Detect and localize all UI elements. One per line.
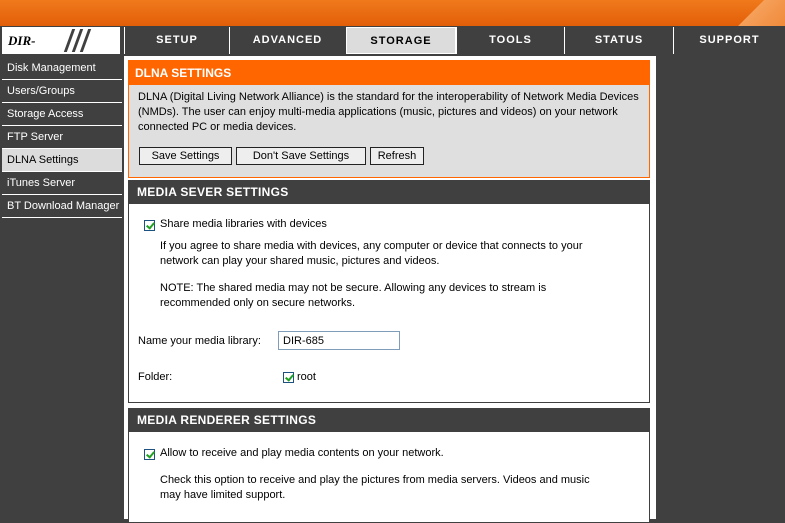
media-library-name-input[interactable] — [278, 331, 400, 350]
share-media-label: Share media libraries with devices — [160, 218, 327, 230]
media-server-title: MEDIA SEVER SETTINGS — [129, 181, 649, 204]
top-nav-bar — [0, 27, 785, 54]
media-renderer-section — [128, 408, 650, 523]
media-library-name-label: Name your media library: — [138, 335, 261, 347]
media-renderer-title: MEDIA RENDERER SETTINGS — [129, 409, 649, 432]
allow-media-checkbox[interactable] — [144, 449, 155, 460]
sidebar-item-bt-download-manager[interactable]: BT Download Manager — [2, 195, 122, 218]
top-banner — [0, 0, 785, 26]
refresh-button[interactable]: Refresh — [370, 147, 424, 165]
media-renderer-info: Check this option to receive and play the pictures from media servers. Videos and music may have limited support. — [160, 474, 590, 501]
dont-save-settings-button[interactable]: Don't Save Settings — [236, 147, 366, 165]
tab-tools[interactable]: TOOLS — [456, 27, 564, 54]
sidebar-item-storage-access[interactable]: Storage Access — [2, 103, 122, 126]
main-content — [124, 56, 656, 519]
dlna-settings-panel — [128, 60, 650, 178]
tab-advanced[interactable]: ADVANCED — [229, 27, 345, 54]
share-media-checkbox[interactable] — [144, 220, 155, 231]
sidebar-item-users-groups[interactable]: Users/Groups — [2, 80, 122, 103]
share-media-info: If you agree to share media with devices, any computer or device that connects to your network can play your shared music, pictures and videos. — [160, 240, 583, 267]
sidebar-item-ftp-server[interactable]: FTP Server — [2, 126, 122, 149]
media-server-section — [128, 180, 650, 403]
tab-status[interactable]: STATUS — [564, 27, 673, 54]
banner-decoration — [725, 0, 785, 26]
share-media-note: NOTE: The shared media may not be secure. Allowing any devices to stream is recommended only on secure networks. — [160, 282, 547, 309]
sidebar — [2, 57, 122, 218]
folder-root-checkbox[interactable] — [283, 372, 294, 383]
tab-setup[interactable]: SETUP — [124, 27, 229, 54]
sidebar-item-disk-management[interactable]: Disk Management — [2, 57, 122, 80]
sidebar-item-dlna-settings[interactable]: DLNA Settings — [2, 149, 122, 172]
dlna-description: DLNA (Digital Living Network Alliance) is the standard for the interoperability of Network Media Devices (NMDs). The user can enjoy multi-media applications (music, pictures and videos) on your network connected PC or media devices. — [138, 91, 639, 133]
save-settings-button[interactable]: Save Settings — [139, 147, 232, 165]
logo-text: DIR- — [8, 33, 36, 48]
allow-media-label: Allow to receive and play media contents on your network. — [160, 447, 444, 459]
sidebar-item-itunes-server[interactable]: iTunes Server — [2, 172, 122, 195]
right-help-panel — [658, 56, 785, 519]
dlink-logo — [2, 27, 120, 54]
dlna-settings-title: DLNA SETTINGS — [129, 61, 649, 85]
tab-storage[interactable]: STORAGE — [346, 27, 456, 54]
folder-root-label: root — [297, 371, 316, 383]
folder-label: Folder: — [138, 371, 173, 383]
tab-support[interactable]: SUPPORT — [673, 27, 785, 54]
